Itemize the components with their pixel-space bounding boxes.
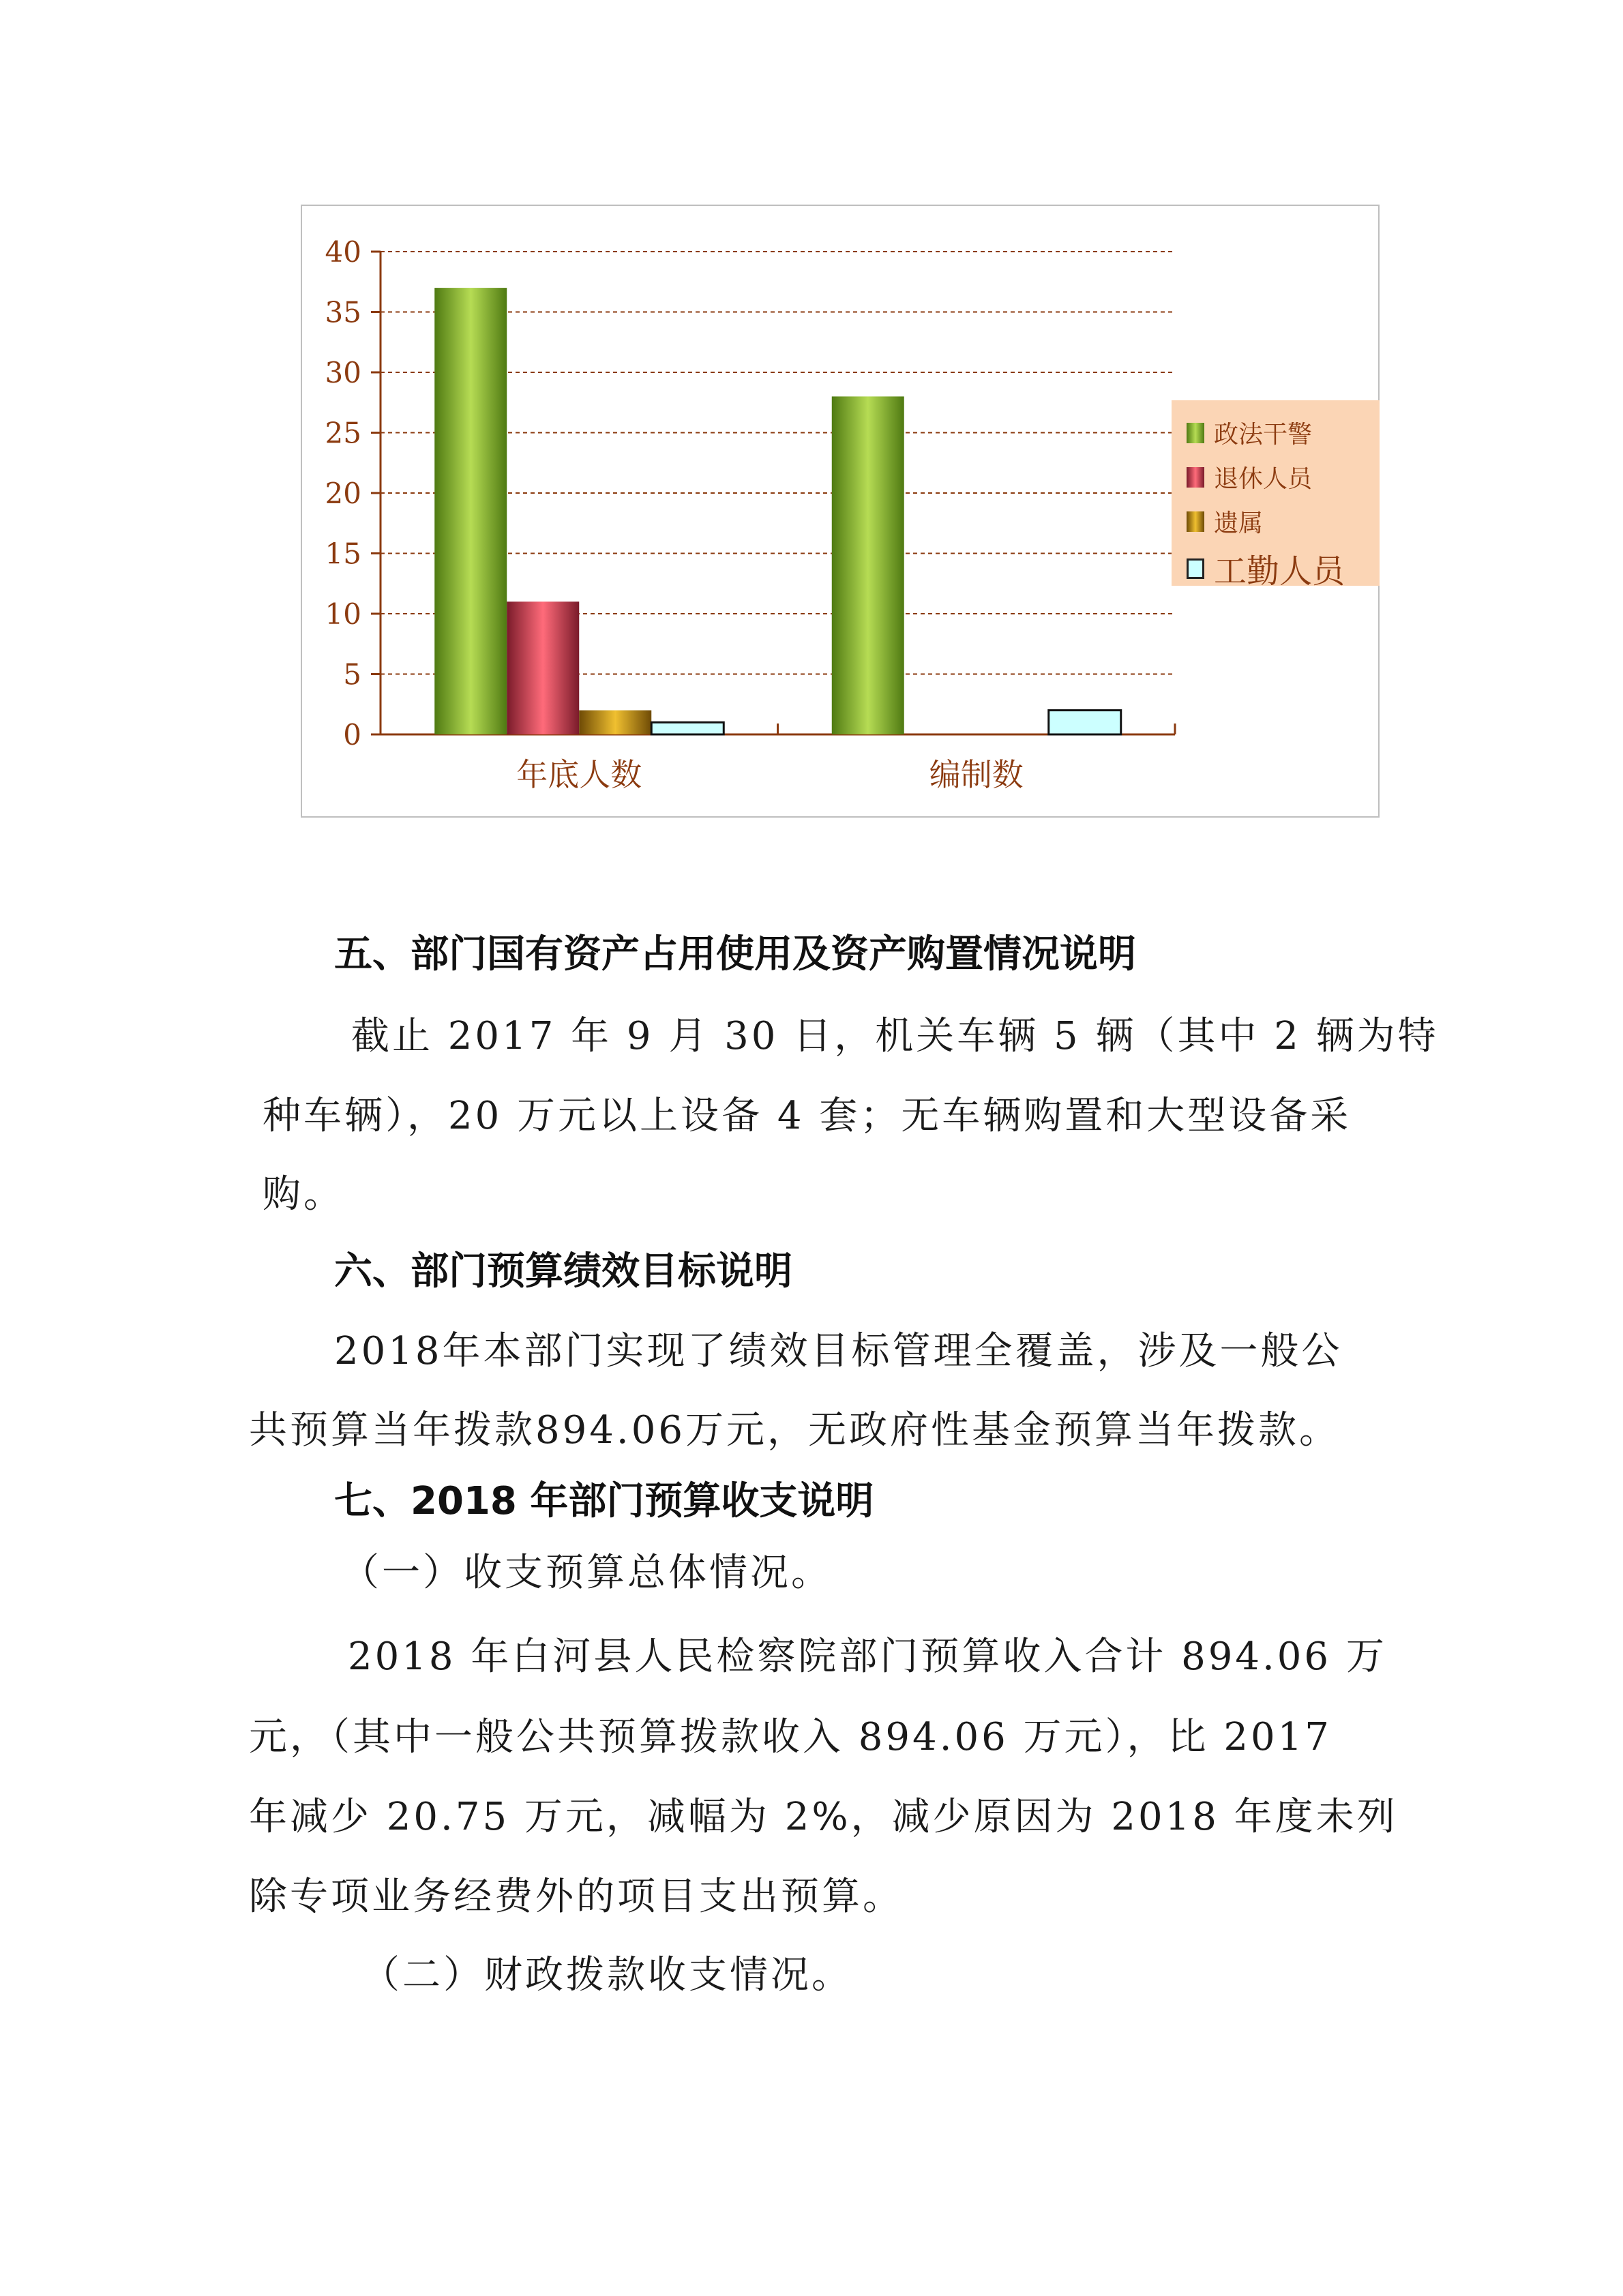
- section7-sub1: （一）收支预算总体情况。: [341, 1551, 832, 1595]
- bar-1-3: [1049, 711, 1121, 734]
- bar-1-0: [832, 396, 904, 734]
- y-tick-label: 25: [325, 416, 361, 450]
- legend-swatch: [1187, 558, 1204, 579]
- x-category-label: 年底人数: [516, 756, 642, 793]
- y-tick-label: 30: [325, 356, 361, 389]
- bar-0-0: [434, 288, 507, 734]
- legend-item-retired: [1187, 460, 1312, 494]
- legend-swatch: [1187, 423, 1204, 443]
- bar-0-2: [579, 711, 651, 734]
- section7-line-3: 年减少 20.75 万元，减幅为 2%，减少原因为 2018 年度未列: [249, 1795, 1398, 1839]
- y-tick-label: 0: [343, 718, 361, 751]
- section5-heading: 五、部门国有资产占用使用及资产购置情况说明: [334, 932, 1136, 976]
- section7-line-1: 2018 年白河县人民检察院部门预算收入合计 894.06 万: [348, 1635, 1387, 1679]
- section6-line-2: 共预算当年拨款894.06万元，无政府性基金预算当年拨款。: [249, 1408, 1340, 1452]
- bar-0-3: [651, 722, 724, 734]
- section5-line-2: 种车辆），20 万元以上设备 4 套；无车辆购置和大型设备采: [263, 1094, 1352, 1138]
- legend-swatch: [1187, 511, 1204, 532]
- y-tick-label: 35: [325, 295, 361, 329]
- legend-item-workers: [1187, 545, 1345, 592]
- legend-item-cadres: [1187, 415, 1312, 450]
- section7-heading: 七、2018 年部门预算收支说明: [334, 1479, 874, 1523]
- chart-frame: [301, 205, 1380, 818]
- legend-label: 工勤人员: [1214, 552, 1345, 591]
- legend-swatch: [1187, 467, 1204, 488]
- section7-line-2: 元，（其中一般公共预算拨款收入 894.06 万元），比 2017: [249, 1715, 1332, 1759]
- y-tick-label: 40: [325, 235, 361, 269]
- section6-line-1: 2018年本部门实现了绩效目标管理全覆盖，涉及一般公: [334, 1329, 1343, 1373]
- legend-label: 政法干警: [1214, 421, 1313, 449]
- section7-sub2: （二）财政拨款收支情况。: [361, 1953, 852, 1997]
- section5-line-3: 购。: [263, 1172, 344, 1217]
- chart-legend: [1172, 400, 1380, 591]
- y-tick-label: 10: [325, 597, 361, 631]
- y-tick-label: 5: [343, 657, 361, 691]
- section5-line-1: 截止 2017 年 9 月 30 日，机关车辆 5 辆（其中 2 辆为特: [351, 1014, 1439, 1058]
- legend-label: 遗属: [1214, 509, 1264, 537]
- y-tick-label: 15: [325, 537, 361, 571]
- legend-item-survivors: [1187, 504, 1263, 539]
- section7-line-4: 除专项业务经费外的项目支出预算。: [249, 1875, 904, 1919]
- section6-heading: 六、部门预算绩效目标说明: [334, 1249, 792, 1294]
- legend-label: 退休人员: [1214, 465, 1313, 493]
- y-tick-label: 20: [325, 477, 361, 510]
- x-category-label: 编制数: [929, 756, 1024, 793]
- bar-0-1: [507, 601, 579, 734]
